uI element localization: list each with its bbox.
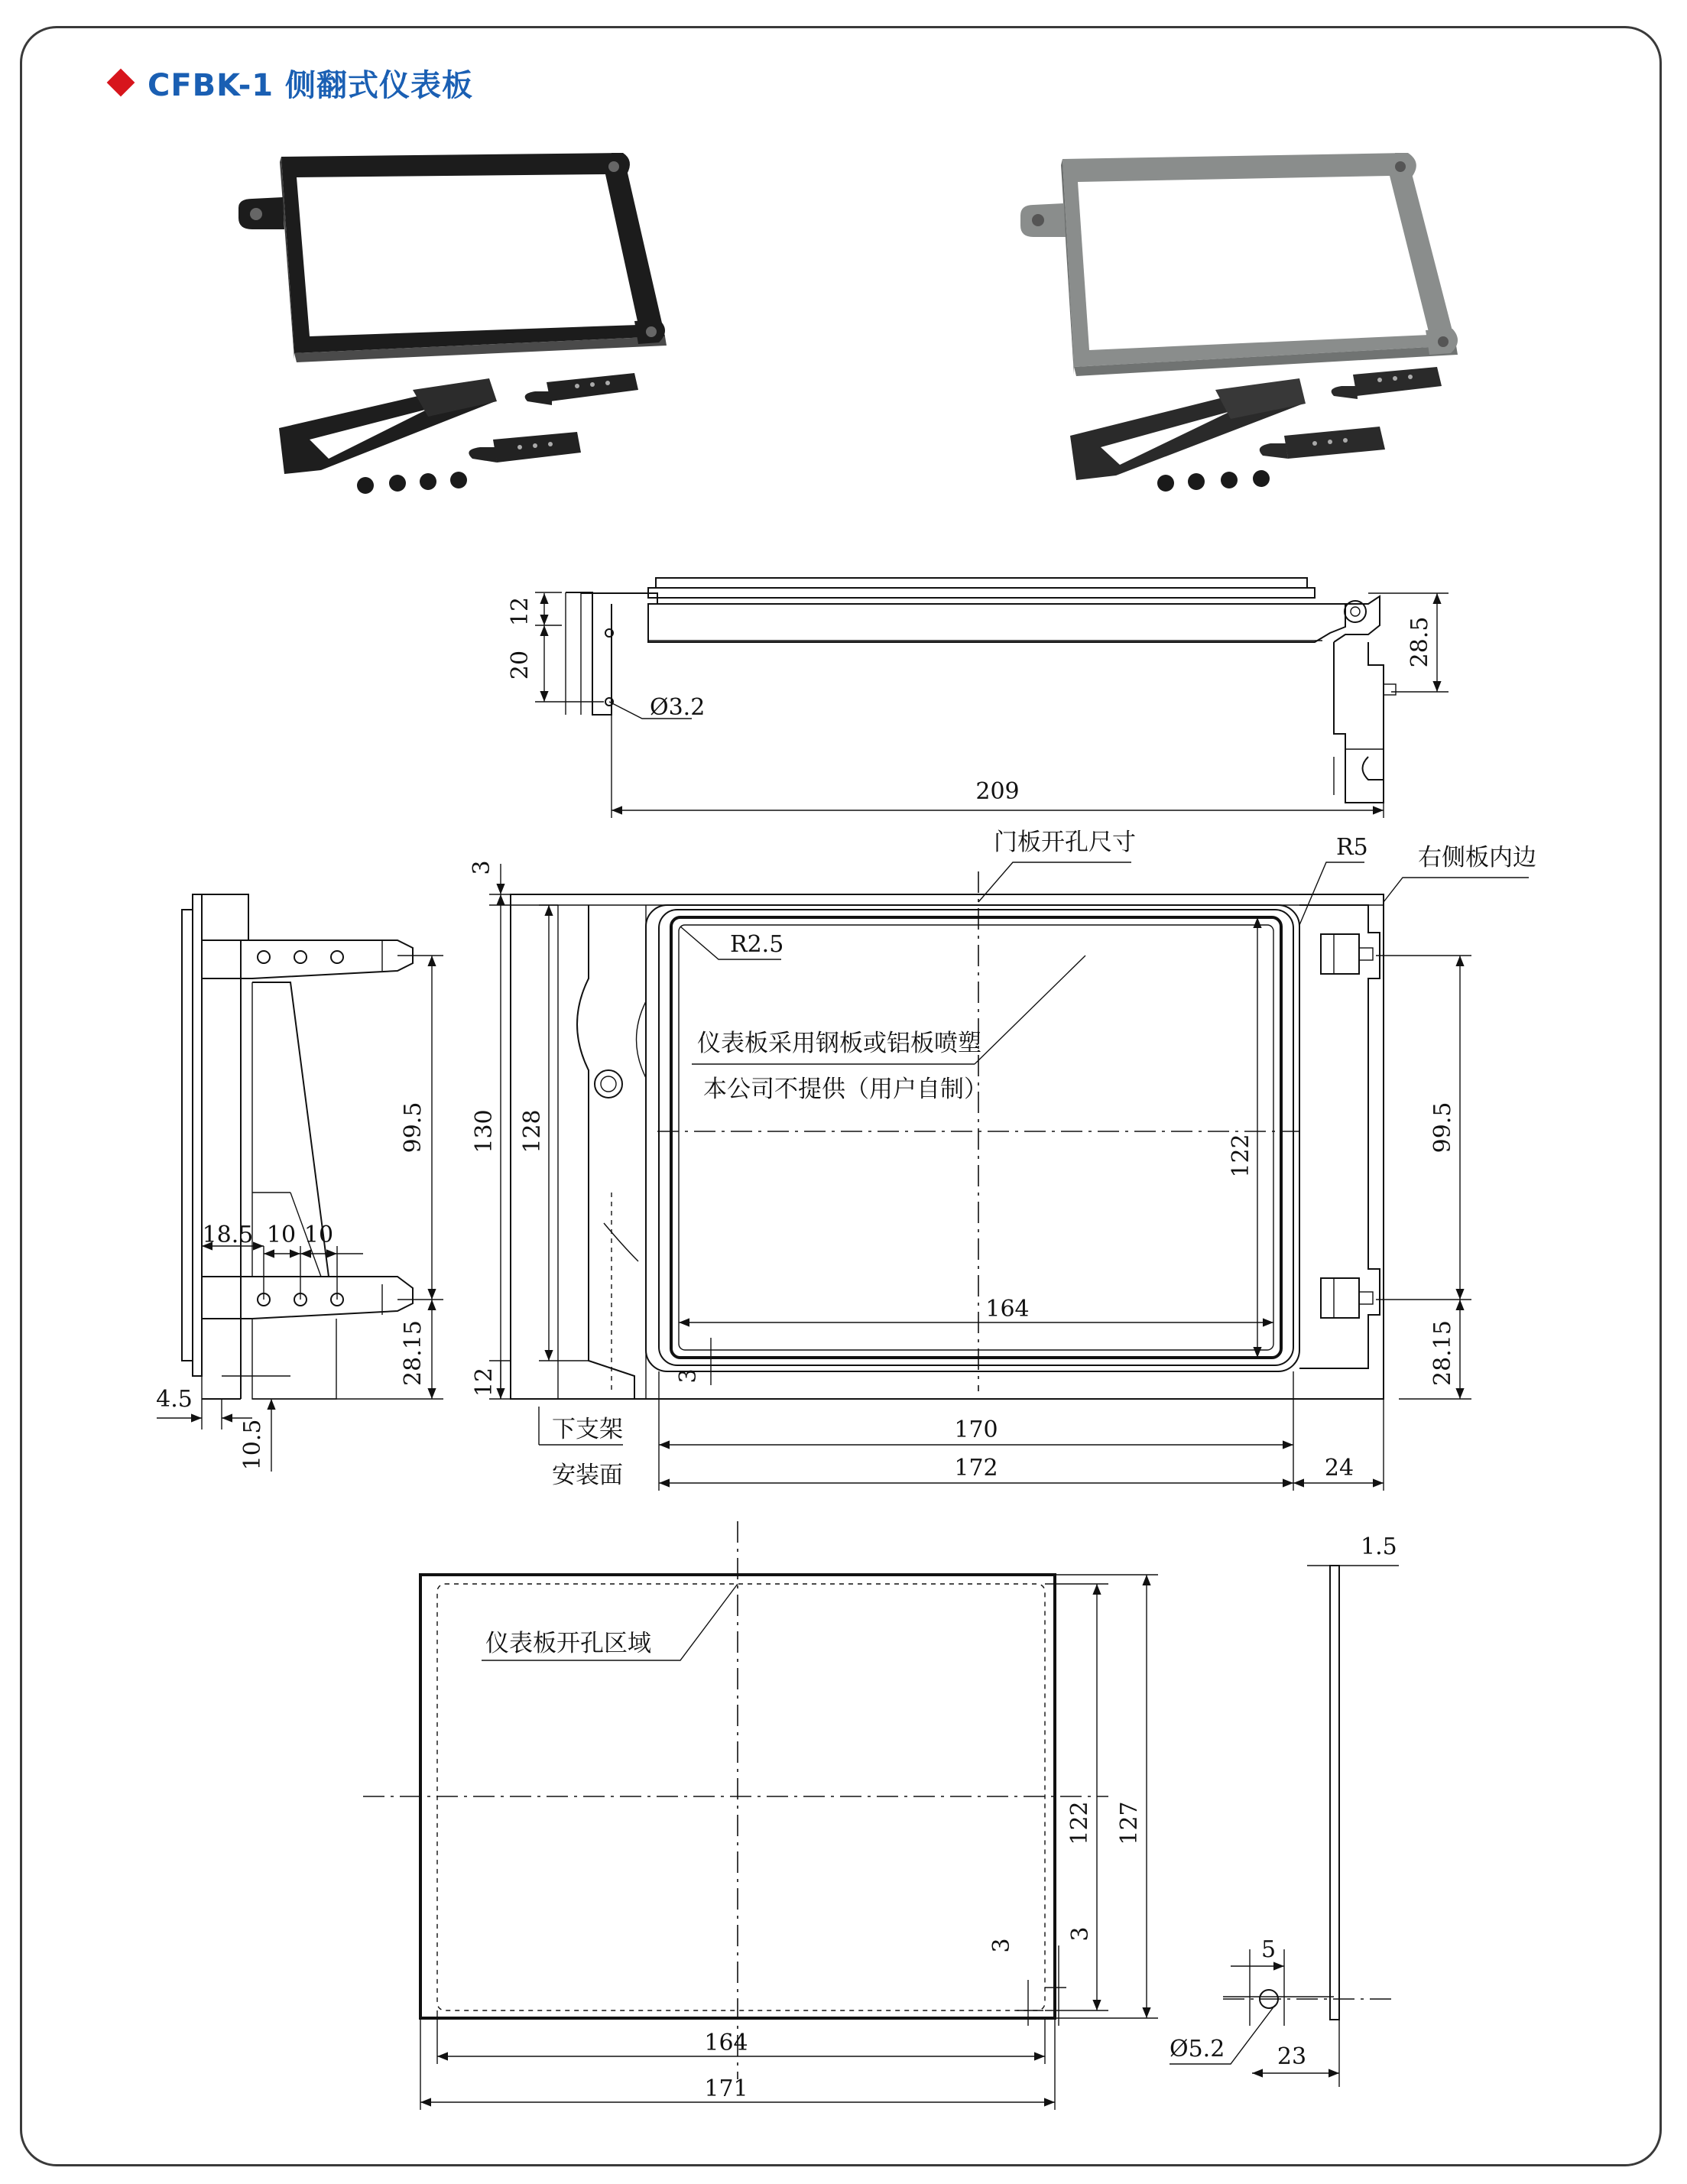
hinge-block-black-photo-2 (469, 432, 581, 462)
front-dim-12: 12 (471, 1367, 498, 1397)
top-dim-12: 12 (507, 596, 534, 627)
r5-label: R5 (1336, 834, 1368, 861)
screws-grey-photo (1157, 470, 1270, 492)
panel-dim-3b: 3 (1067, 1926, 1094, 1942)
side-view-drawing (156, 894, 443, 1472)
right-side-inner-label: 右侧板内边 (1418, 844, 1536, 871)
front-view-drawing (469, 829, 1536, 1491)
panel-dim-3a: 3 (988, 1938, 1015, 1953)
cutout-area-label: 仪表板开孔区域 (485, 1630, 651, 1657)
front-dim-99-5: 99.5 (1429, 1102, 1456, 1154)
lever-bracket-grey-photo (1070, 378, 1306, 480)
frame-black-photo (238, 153, 667, 362)
page-title: CFBK-1 侧翻式仪表板 (148, 67, 474, 103)
panel-side-view-drawing (1170, 1533, 1399, 2087)
note-line1: 仪表板采用钢板或铝板喷塑 (697, 1030, 981, 1057)
front-dim-122: 122 (1228, 1134, 1254, 1178)
r2-5-label: R2.5 (730, 931, 784, 958)
front-dim-24: 24 (1324, 1455, 1354, 1481)
front-dim-170: 170 (954, 1417, 998, 1443)
top-view-drawing (507, 578, 1449, 818)
front-dim-164: 164 (985, 1296, 1030, 1322)
hinge-block-grey-photo-2 (1260, 427, 1385, 459)
side-dim-99-5: 99.5 (400, 1102, 427, 1154)
screws-black-photo (357, 472, 467, 494)
panel-side-dim-5: 5 (1261, 1936, 1277, 1963)
panel-side-hole: Ø5.2 (1170, 2036, 1225, 2062)
side-dim-10b: 10 (303, 1222, 334, 1248)
front-dim-3-top: 3 (469, 860, 495, 875)
side-dim-10a: 10 (266, 1222, 297, 1248)
panel-dim-164: 164 (704, 2030, 748, 2056)
product-photo-black (238, 153, 667, 494)
top-dim-20: 20 (507, 650, 534, 680)
product-photo-grey (1020, 153, 1458, 492)
frame-grey-photo (1020, 153, 1458, 376)
hinge-block-grey-photo-1 (1332, 367, 1442, 399)
note-line2: 本公司不提供（用户自制） (703, 1076, 988, 1103)
top-dim-hole: Ø3.2 (650, 694, 706, 721)
panel-view-drawing (363, 1521, 1158, 2110)
panel-side-dim-23: 23 (1277, 2043, 1307, 2070)
lower-bracket-label: 下支架 (552, 1416, 623, 1443)
panel-dim-171: 171 (704, 2075, 748, 2102)
panel-side-dim-1-5: 1.5 (1361, 1533, 1397, 1560)
panel-dim-127: 127 (1116, 1801, 1143, 1845)
side-dim-10-5: 10.5 (239, 1419, 266, 1471)
side-dim-28-15: 28.15 (400, 1320, 427, 1386)
front-dim-130: 130 (471, 1109, 498, 1154)
door-cutout-label: 门板开孔尺寸 (994, 829, 1136, 856)
side-dim-18-5: 18.5 (202, 1222, 254, 1248)
lever-bracket-black-photo (279, 378, 497, 474)
mount-face-label: 安装面 (552, 1462, 623, 1489)
top-dim-209: 209 (975, 778, 1020, 805)
panel-dim-122: 122 (1066, 1801, 1093, 1845)
front-dim-172: 172 (954, 1455, 998, 1481)
hinge-block-black-photo-1 (525, 373, 638, 405)
top-dim-28-5: 28.5 (1406, 616, 1433, 668)
front-dim-28-15: 28.15 (1429, 1320, 1456, 1386)
front-dim-3-bottom: 3 (675, 1368, 702, 1384)
side-dim-4-5: 4.5 (156, 1386, 193, 1413)
front-dim-128: 128 (519, 1109, 546, 1154)
